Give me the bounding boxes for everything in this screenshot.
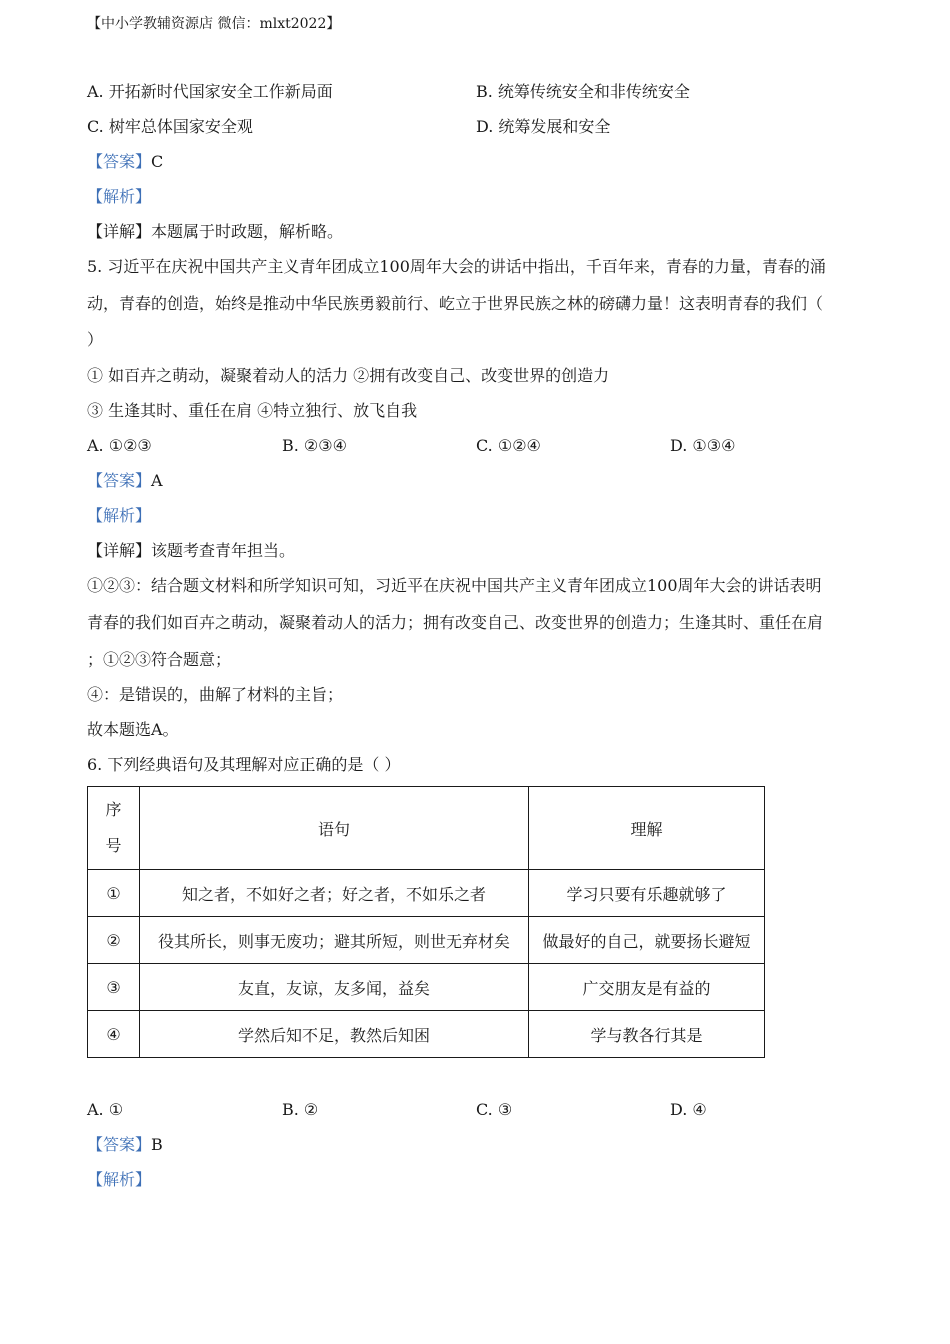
row-quote: 知之者，不如好之者；好之者，不如乐之者: [140, 870, 529, 917]
page-header: 【中小学教辅资源店 微信：mlxt2022】: [87, 16, 341, 32]
row-meaning: 做最好的自己，就要扬长避短: [529, 917, 765, 964]
q5-explanation-line-5: 故本题选A。: [87, 720, 179, 739]
row-quote: 学然后知不足，教然后知困: [140, 1011, 529, 1058]
row-meaning: 广交朋友是有益的: [529, 964, 765, 1011]
q4-options-row-1: [87, 82, 690, 102]
q4-option-c[interactable]: C. 树牢总体国家安全观: [87, 117, 253, 136]
q5-option-a[interactable]: A. ①②③: [87, 436, 152, 455]
q5-options-row: [87, 436, 736, 456]
q4-options-row-2: [87, 117, 611, 137]
answer-value: C: [151, 152, 164, 171]
table-row: [88, 917, 765, 964]
q4-option-a[interactable]: A. 开拓新时代国家安全工作新局面: [87, 82, 333, 101]
table-row: [88, 964, 765, 1011]
answer-value: B: [151, 1135, 163, 1154]
answer-value: A: [151, 471, 163, 490]
q5-answer: [87, 471, 163, 491]
q6-option-b[interactable]: B. ②: [282, 1100, 319, 1119]
row-seq: ②: [88, 917, 140, 964]
answer-tag: 【答案】: [87, 1135, 152, 1154]
q5-analysis-tag: 【解析】: [87, 506, 152, 525]
q6-analysis-tag: 【解析】: [87, 1170, 152, 1189]
row-seq: ④: [88, 1011, 140, 1058]
header-seq-1: 序: [105, 800, 122, 819]
q6-table: [87, 786, 765, 1058]
q6-stem: 6. 下列经典语句及其理解对应正确的是（ ）: [87, 755, 401, 774]
row-quote: 役其所长，则事无废功；避其所短，则世无弃材矣: [140, 917, 529, 964]
row-meaning: 学与教各行其是: [529, 1011, 765, 1058]
q5-stem-line-2: 动，青春的创造，始终是推动中华民族勇毅前行、屹立于世界民族之林的磅礴力量！这表明青春的我们（: [87, 294, 824, 313]
row-seq: ①: [88, 870, 140, 917]
answer-tag: 【答案】: [87, 152, 152, 171]
q4-option-b[interactable]: B. 统筹传统安全和非传统安全: [476, 82, 690, 101]
q5-stem-line-3: ）: [87, 330, 104, 349]
q6-options-row: [87, 1100, 707, 1120]
q5-stem-line-1: 5. 习近平在庆祝中国共产主义青年团成立100周年大会的讲话中指出，千百年来，青春的力量，青春的涌: [87, 257, 826, 276]
header-meaning: 理解: [529, 787, 765, 870]
q5-option-c[interactable]: C. ①②④: [476, 436, 541, 455]
q6-option-d[interactable]: D. ④: [670, 1100, 707, 1119]
q6-option-a[interactable]: A. ①: [87, 1100, 124, 1119]
table-row: [88, 1011, 765, 1058]
row-meaning: 学习只要有乐趣就够了: [529, 870, 765, 917]
table-header-row: [88, 787, 765, 870]
header-seq-2: 号: [105, 836, 122, 855]
q4-detail: 【详解】本题属于时政题，解析略。: [87, 222, 344, 241]
q5-items-line-1: ① 如百卉之萌动，凝聚着动人的活力 ②拥有改变自己、改变世界的创造力: [87, 366, 610, 385]
q5-detail: 【详解】该题考查青年担当。: [87, 541, 296, 560]
q4-option-d[interactable]: D. 统筹发展和安全: [476, 117, 611, 136]
q5-explanation-line-1: ①②③：结合题文材料和所学知识可知，习近平在庆祝中国共产主义青年团成立100周年大会的讲话表明: [87, 576, 822, 595]
row-seq: ③: [88, 964, 140, 1011]
q5-option-d[interactable]: D. ①③④: [670, 436, 736, 455]
q5-explanation-line-4: ④：是错误的，曲解了材料的主旨；: [87, 685, 344, 704]
q6-answer: [87, 1135, 163, 1155]
header-quote: 语句: [140, 787, 529, 870]
q5-items-line-2: ③ 生逢其时、重任在肩 ④特立独行、放飞自我: [87, 401, 418, 420]
row-quote: 友直，友谅，友多闻，益矣: [140, 964, 529, 1011]
q5-option-b[interactable]: B. ②③④: [282, 436, 347, 455]
q4-analysis-tag: 【解析】: [87, 187, 152, 206]
table-row: [88, 870, 765, 917]
header-seq: [88, 787, 140, 870]
q5-explanation-line-2: 青春的我们如百卉之萌动，凝聚着动人的活力；拥有改变自己、改变世界的创造力；生逢其时、重任在肩: [87, 613, 824, 632]
q6-option-c[interactable]: C. ③: [476, 1100, 513, 1119]
q5-explanation-line-3: ；①②③符合题意；: [87, 650, 232, 669]
q4-answer: [87, 152, 163, 172]
answer-tag: 【答案】: [87, 471, 152, 490]
